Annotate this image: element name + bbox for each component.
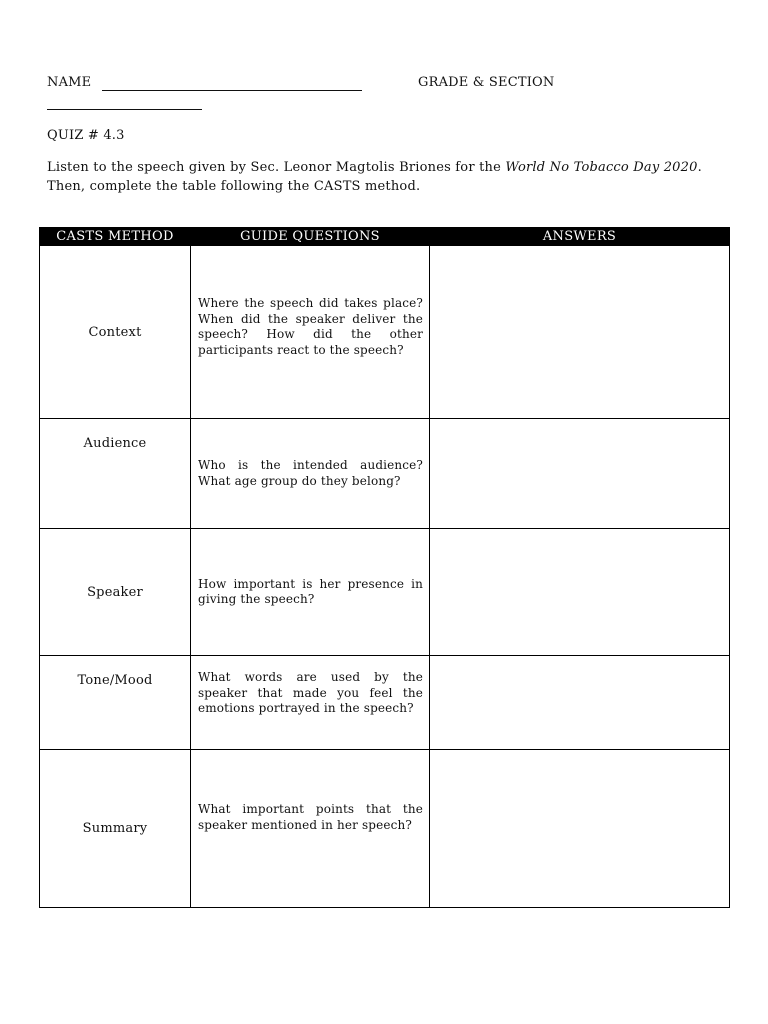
- question-cell: [191, 656, 430, 750]
- method-cell: [40, 419, 191, 529]
- question-context: Where the speech did takes place? When did the speaker deliver the speech? How did the other participants react to the speech?: [198, 296, 423, 357]
- grade-section-blank-line[interactable]: [47, 109, 202, 110]
- question-speaker: How important is her presence in giving the speech?: [198, 576, 423, 606]
- method-cell: [40, 656, 191, 750]
- table-row-tone-mood: [40, 656, 730, 750]
- header-casts-method: CASTS METHOD: [40, 228, 191, 246]
- table-header-row: [40, 228, 730, 246]
- question-cell: [191, 419, 430, 529]
- question-cell: [191, 750, 430, 908]
- table-row-summary: [40, 750, 730, 908]
- answer-cell-context[interactable]: [430, 246, 730, 419]
- method-cell: [40, 246, 191, 419]
- question-cell: [191, 246, 430, 419]
- question-summary: What important points that the speaker mentioned in her speech?: [198, 802, 423, 832]
- method-cell: [40, 750, 191, 908]
- question-tone-mood: What words are used by the speaker that made you feel the emotions portrayed in the speech?: [198, 670, 423, 716]
- name-label: NAME: [47, 75, 92, 90]
- table-row-context: [40, 246, 730, 419]
- casts-table: [39, 227, 730, 908]
- header-answers: ANSWERS: [430, 228, 730, 246]
- method-label-context: Context: [88, 324, 142, 340]
- answer-cell-speaker[interactable]: [430, 529, 730, 656]
- method-cell: [40, 529, 191, 656]
- instructions: [47, 158, 727, 196]
- answer-cell-tone-mood[interactable]: [430, 656, 730, 750]
- question-cell: [191, 529, 430, 656]
- question-audience: Who is the intended audience? What age group do they belong?: [198, 458, 423, 488]
- instructions-event: World No Tobacco Day 2020: [505, 160, 698, 175]
- method-label-summary: Summary: [82, 821, 148, 836]
- answer-cell-audience[interactable]: [430, 419, 730, 529]
- method-label-audience: Audience: [83, 436, 147, 451]
- answer-cell-summary[interactable]: [430, 750, 730, 908]
- header-guide-questions: GUIDE QUESTIONS: [191, 228, 430, 246]
- quiz-label: QUIZ # 4.3: [47, 128, 125, 143]
- table-row-speaker: [40, 529, 730, 656]
- name-blank-line[interactable]: [102, 90, 362, 91]
- instructions-part1: Listen to the speech given by Sec. Leonor Magtolis Briones for the: [47, 160, 506, 175]
- grade-section-label: GRADE & SECTION: [418, 75, 555, 90]
- instructions-part2: . Then, complete the table following the CASTS method.: [47, 160, 702, 194]
- table-row-audience: [40, 419, 730, 529]
- method-label-tone-mood: Tone/Mood: [77, 673, 153, 688]
- method-label-speaker: Speaker: [87, 584, 143, 600]
